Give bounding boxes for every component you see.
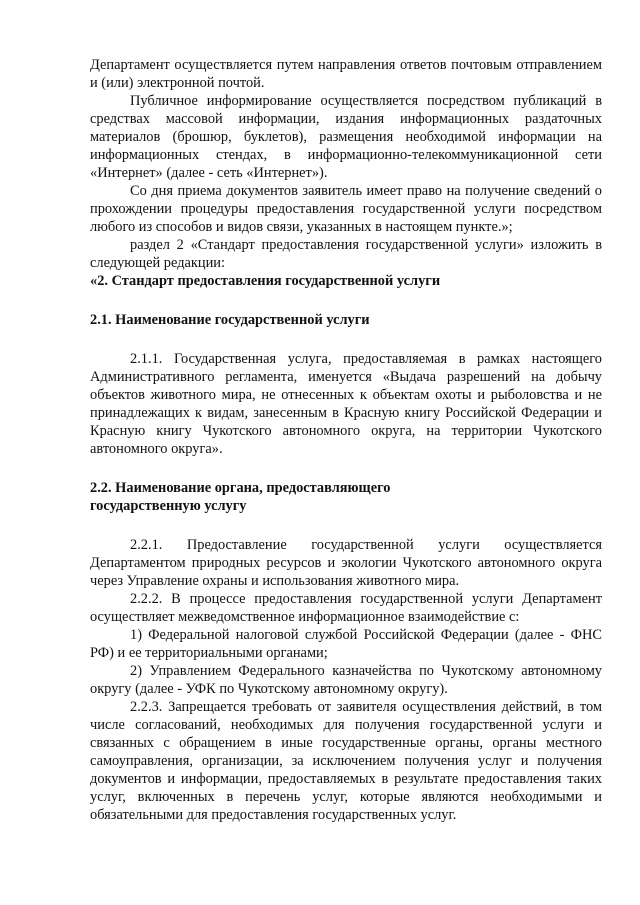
paragraph-2-2-1: 2.2.1. Предоставление государственной услуги осуществляется Департаментом природных ресурсов и экологии Чукотского автономного округа через Управление охраны и использования животного мира. [90, 537, 602, 589]
subsection-2-2-title-line1: 2.2. Наименование органа, предоставляющего [90, 480, 391, 496]
paragraph-2-1-1: 2.1.1. Государственная услуга, предоставляемая в рамках настоящего Административного регламента, именуется «Выдача разрешений на добычу объектов животного мира, не отнесенных к объектам охоты и рыболовства и не принадлежащих к видам, занесенным в Красную книгу Российской Федерации и Красную книгу Чукотского автономного округа, на территории Чукотского автономного округа». [90, 351, 602, 457]
list-item-2-ufk: 2) Управлением Федерального казначейства по Чукотскому автономному округу (далее - УФК по Чукотскому автономному округу). [90, 663, 602, 697]
subsection-2-2-title-line2: государственную услугу [90, 498, 247, 514]
paragraph-2-2-3: 2.2.3. Запрещается требовать от заявителя осуществления действий, в том числе согласований, необходимых для получения государственной услуги и связанных с обращением в иные государственные органы, органы местного самоуправления, организации, за исключением получения услуг и получения документов и информации, предоставляемых в результате предоставления таких услуг, включенных в перечень услуг, которые являются необходимыми и обязательными для предоставления государственных услуг. [90, 699, 602, 823]
section-2-title: «2. Стандарт предоставления государственной услуги [90, 273, 441, 289]
paragraph-applicant-rights: Со дня приема документов заявитель имеет право на получение сведений о прохождении процедуры предоставления государственной услуги посредством любого из способов и видов связи, указанных в настоящем пункте.»; [90, 183, 602, 235]
paragraph-section-amendment: раздел 2 «Стандарт предоставления государственной услуги» изложить в следующей редакции: [90, 237, 602, 271]
list-item-1-fns: 1) Федеральной налоговой службой Российской Федерации (далее - ФНС РФ) и ее территориальными органами; [90, 627, 602, 661]
document-page [90, 56, 602, 824]
subsection-2-1-title: 2.1. Наименование государственной услуги [90, 312, 370, 328]
paragraph-public-informing: Публичное информирование осуществляется посредством публикаций в средствах массовой информации, издания информационных раздаточных материалов (брошюр, буклетов), размещения необходимой информации на информационных стендах, в информационно-телекоммуникационной сети «Интернет» (далее - сеть «Интернет»). [90, 93, 602, 181]
paragraph-delivery-method: Департамент осуществляется путем направления ответов почтовым отправлением и (или) электронной почтой. [90, 57, 602, 91]
paragraph-2-2-2: 2.2.2. В процессе предоставления государственной услуги Департамент осуществляет межведомственное информационное взаимодействие с: [90, 591, 602, 625]
